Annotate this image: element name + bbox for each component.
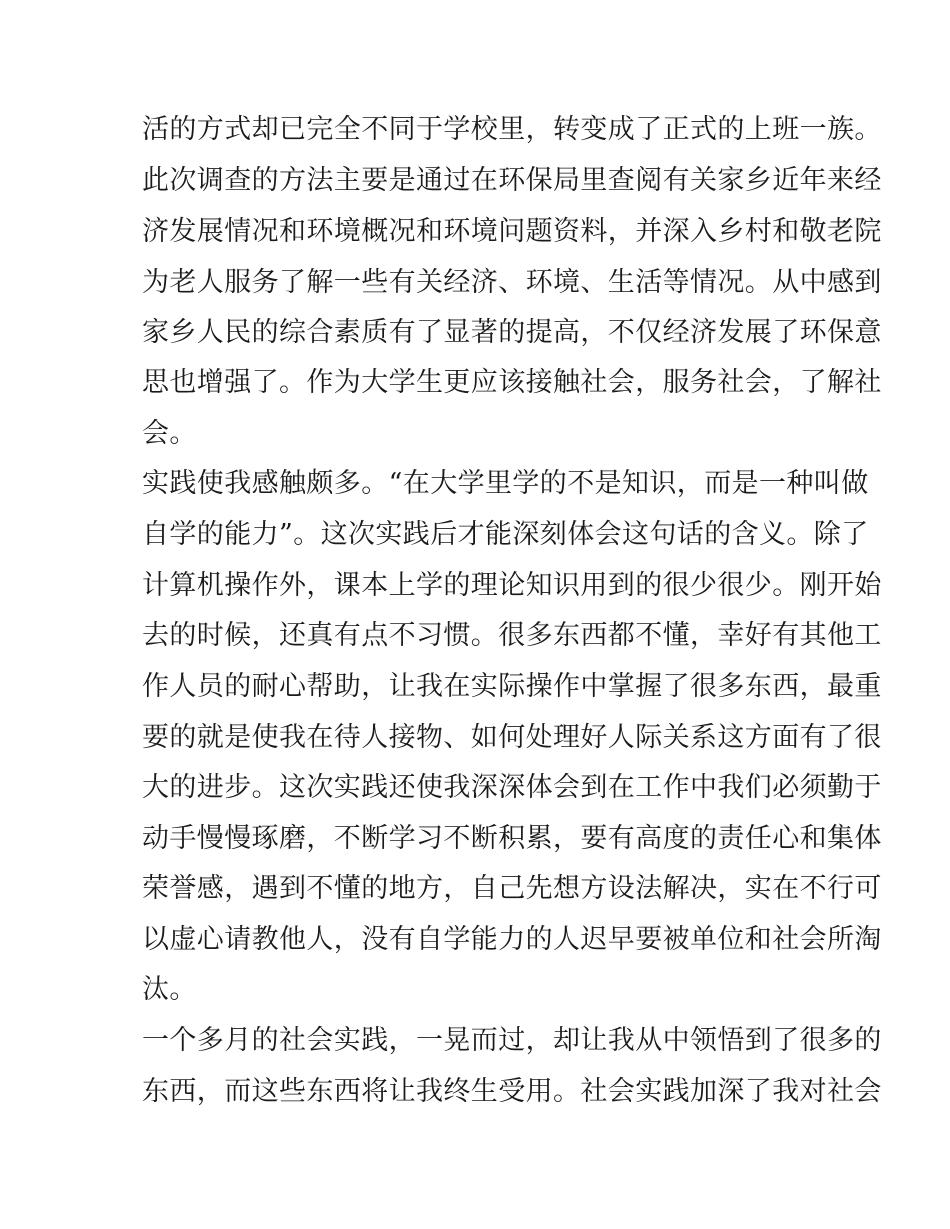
text-line: 会。 bbox=[142, 418, 197, 449]
text-line: 济发展情况和环境概况和环境问题资料，并深入乡村和敬老院 bbox=[142, 216, 882, 247]
text-line: 以虚心请教他人，没有自学能力的人迟早要被单位和社会所淘 bbox=[142, 924, 882, 955]
text-line: 此次调查的方法主要是通过在环保局里查阅有关家乡近年来经 bbox=[142, 165, 882, 196]
text-line: 动手慢慢琢磨，不断学习不断积累，要有高度的责任心和集体 bbox=[142, 823, 882, 854]
text-line: 荣誉感，遇到不懂的地方，自己先想方设法解决，实在不行可 bbox=[142, 873, 882, 904]
text-line: 思也增强了。作为大学生更应该接触社会，服务社会，了解社 bbox=[142, 367, 882, 398]
text-line: 家乡人民的综合素质有了显著的提高，不仅经济发展了环保意 bbox=[142, 317, 882, 348]
text-line: 要的就是使我在待人接物、如何处理好人际关系这方面有了很 bbox=[142, 722, 882, 753]
text-line: 大的进步。这次实践还使我深深体会到在工作中我们必须勤于 bbox=[142, 772, 882, 803]
text-line: 实践使我感触颇多。“在大学里学的不是知识，而是一种叫做 bbox=[142, 468, 869, 499]
text-line: 为老人服务了解一些有关经济、环境、生活等情况。从中感到 bbox=[142, 267, 882, 298]
text-line: 活的方式却已完全不同于学校里，转变成了正式的上班一族。 bbox=[142, 114, 882, 145]
text-line: 自学的能力”。这次实践后才能深刻体会这句话的含义。除了 bbox=[142, 519, 869, 550]
text-line: 一个多月的社会实践，一晃而过，却让我从中领悟到了很多的 bbox=[142, 1025, 882, 1056]
text-line: 汰。 bbox=[142, 974, 197, 1005]
text-line: 东西，而这些东西将让我终生受用。社会实践加深了我对社会 bbox=[142, 1076, 882, 1107]
text-line: 计算机操作外，课本上学的理论知识用到的很少很少。刚开始 bbox=[142, 570, 882, 601]
text-line: 去的时候，还真有点不习惯。很多东西都不懂，幸好有其他工 bbox=[142, 620, 882, 651]
text-line: 作人员的耐心帮助，让我在实际操作中掌握了很多东西，最重 bbox=[142, 671, 882, 702]
